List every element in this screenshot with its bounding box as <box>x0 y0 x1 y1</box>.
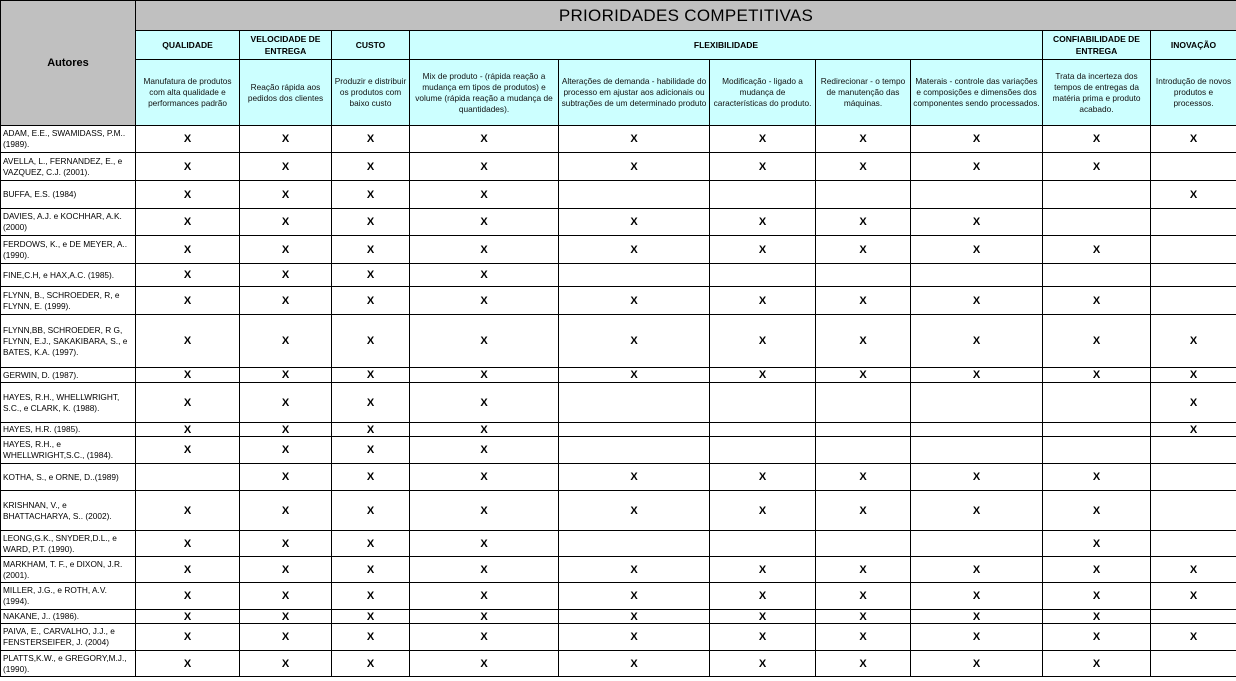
author-cell: BUFFA, E.S. (1984) <box>1 181 136 209</box>
group-header: INOVAÇÃO <box>1151 31 1236 60</box>
author-cell: PLATTS,K.W., e GREGORY,M.J., (1990). <box>1 651 136 677</box>
mark-cell: X <box>240 315 332 368</box>
mark-cell <box>911 181 1043 209</box>
mark-cell <box>1151 209 1236 236</box>
mark-cell: X <box>559 287 710 315</box>
mark-cell: X <box>240 557 332 583</box>
mark-cell: X <box>1151 383 1236 423</box>
mark-cell <box>1151 437 1236 464</box>
mark-cell: X <box>240 624 332 651</box>
author-cell: GERWIN, D. (1987). <box>1 368 136 383</box>
table-title: PRIORIDADES COMPETITIVAS <box>136 1 1236 31</box>
mark-cell: X <box>410 368 559 383</box>
mark-cell: X <box>332 287 410 315</box>
mark-cell: X <box>410 583 559 610</box>
mark-cell <box>1151 153 1236 181</box>
mark-cell: X <box>816 464 911 491</box>
mark-cell: X <box>559 126 710 153</box>
mark-cell: X <box>332 209 410 236</box>
mark-cell: X <box>410 651 559 677</box>
mark-cell: X <box>410 531 559 557</box>
table-row <box>1 264 1236 287</box>
table-row <box>1 383 1236 423</box>
mark-cell: X <box>332 557 410 583</box>
mark-cell: X <box>559 209 710 236</box>
mark-cell: X <box>911 236 1043 264</box>
mark-cell <box>911 264 1043 287</box>
criterion-description: Materais - controle das variações e composições e dimensões dos componentes sendo processados. <box>911 60 1043 126</box>
mark-cell <box>1151 491 1236 531</box>
mark-cell <box>559 437 710 464</box>
mark-cell <box>559 264 710 287</box>
mark-cell: X <box>240 264 332 287</box>
mark-cell: X <box>136 209 240 236</box>
author-cell: LEONG,G.K., SNYDER,D.L., e WARD, P.T. (1990). <box>1 531 136 557</box>
mark-cell: X <box>1151 368 1236 383</box>
mark-cell: X <box>240 464 332 491</box>
mark-cell: X <box>136 153 240 181</box>
criterion-description: Manufatura de produtos com alta qualidade e performances padrão <box>136 60 240 126</box>
table-row <box>1 651 1236 677</box>
mark-cell: X <box>240 236 332 264</box>
table-row <box>1 610 1236 624</box>
mark-cell: X <box>816 624 911 651</box>
criterion-description: Redirecionar - o tempo de manutenção das máquinas. <box>816 60 911 126</box>
author-cell: FLYNN, B., SCHROEDER, R, e FLYNN, E. (1999). <box>1 287 136 315</box>
mark-cell: X <box>332 423 410 437</box>
mark-cell: X <box>710 209 816 236</box>
mark-cell <box>710 437 816 464</box>
mark-cell <box>1043 383 1151 423</box>
mark-cell: X <box>410 423 559 437</box>
mark-cell: X <box>1043 531 1151 557</box>
mark-cell: X <box>559 236 710 264</box>
mark-cell: X <box>559 624 710 651</box>
mark-cell: X <box>1043 491 1151 531</box>
mark-cell: X <box>911 126 1043 153</box>
criterion-description: Trata da incerteza dos tempos de entregas da matéria prima e produto acabado. <box>1043 60 1151 126</box>
mark-cell: X <box>240 491 332 531</box>
criterion-description: Alterações de demanda - habilidade do processo em ajustar aos adicionais ou subtrações de um determinado produto <box>559 60 710 126</box>
mark-cell: X <box>816 651 911 677</box>
criterion-description: Reação rápida aos pedidos dos clientes <box>240 60 332 126</box>
author-cell: DAVIES, A.J. e KOCHHAR, A.K. (2000) <box>1 209 136 236</box>
mark-cell <box>911 531 1043 557</box>
mark-cell: X <box>1043 126 1151 153</box>
mark-cell <box>1043 437 1151 464</box>
mark-cell: X <box>559 491 710 531</box>
table-row <box>1 209 1236 236</box>
mark-cell: X <box>410 315 559 368</box>
mark-cell: X <box>136 531 240 557</box>
mark-cell: X <box>410 236 559 264</box>
author-cell: NAKANE, J.. (1986). <box>1 610 136 624</box>
mark-cell <box>1151 236 1236 264</box>
mark-cell: X <box>816 126 911 153</box>
author-cell: FINE,C.H, e HAX,A.C. (1985). <box>1 264 136 287</box>
mark-cell: X <box>136 287 240 315</box>
mark-cell: X <box>1043 287 1151 315</box>
mark-cell: X <box>332 383 410 423</box>
mark-cell: X <box>136 423 240 437</box>
table-row <box>1 464 1236 491</box>
author-cell: AVELLA, L., FERNANDEZ, E., e VAZQUEZ, C.J. (2001). <box>1 153 136 181</box>
mark-cell: X <box>559 610 710 624</box>
mark-cell: X <box>410 181 559 209</box>
mark-cell <box>1151 464 1236 491</box>
mark-cell: X <box>816 583 911 610</box>
mark-cell: X <box>816 236 911 264</box>
mark-cell: X <box>136 383 240 423</box>
mark-cell: X <box>240 181 332 209</box>
group-header: CUSTO <box>332 31 410 60</box>
mark-cell: X <box>1043 624 1151 651</box>
mark-cell: X <box>816 557 911 583</box>
mark-cell <box>1043 264 1151 287</box>
mark-cell <box>559 531 710 557</box>
mark-cell: X <box>136 624 240 651</box>
mark-cell: X <box>410 264 559 287</box>
mark-cell <box>816 437 911 464</box>
mark-cell: X <box>1043 315 1151 368</box>
mark-cell: X <box>710 557 816 583</box>
mark-cell: X <box>710 624 816 651</box>
table-row <box>1 236 1236 264</box>
table-row <box>1 531 1236 557</box>
mark-cell: X <box>1043 236 1151 264</box>
mark-cell: X <box>911 287 1043 315</box>
mark-cell: X <box>816 153 911 181</box>
mark-cell <box>816 181 911 209</box>
mark-cell: X <box>816 610 911 624</box>
mark-cell: X <box>911 491 1043 531</box>
mark-cell <box>559 423 710 437</box>
mark-cell: X <box>332 181 410 209</box>
mark-cell: X <box>816 287 911 315</box>
mark-cell <box>710 531 816 557</box>
mark-cell <box>1043 181 1151 209</box>
mark-cell: X <box>332 368 410 383</box>
mark-cell: X <box>559 315 710 368</box>
criterion-description: Introdução de novos produtos e processos. <box>1151 60 1236 126</box>
mark-cell: X <box>332 153 410 181</box>
mark-cell: X <box>410 437 559 464</box>
author-cell: FERDOWS, K., e DE MEYER, A..(1990). <box>1 236 136 264</box>
author-cell: KRISHNAN, V., e BHATTACHARYA, S.. (2002). <box>1 491 136 531</box>
mark-cell: X <box>332 126 410 153</box>
author-cell: MILLER, J.G., e ROTH, A.V. (1994). <box>1 583 136 610</box>
mark-cell: X <box>136 583 240 610</box>
mark-cell: X <box>136 491 240 531</box>
mark-cell: X <box>911 464 1043 491</box>
mark-cell: X <box>559 464 710 491</box>
mark-cell: X <box>410 610 559 624</box>
table-row <box>1 126 1236 153</box>
table-row <box>1 583 1236 610</box>
mark-cell: X <box>1043 583 1151 610</box>
mark-cell: X <box>816 368 911 383</box>
mark-cell: X <box>240 153 332 181</box>
mark-cell: X <box>240 423 332 437</box>
author-cell: ADAM, E.E., SWAMIDASS, P.M.. (1989). <box>1 126 136 153</box>
mark-cell: X <box>240 610 332 624</box>
mark-cell: X <box>710 368 816 383</box>
mark-cell: X <box>710 651 816 677</box>
mark-cell: X <box>710 126 816 153</box>
mark-cell: X <box>559 153 710 181</box>
mark-cell: X <box>410 209 559 236</box>
mark-cell: X <box>1043 368 1151 383</box>
mark-cell: X <box>240 583 332 610</box>
author-cell: KOTHA, S., e ORNE, D..(1989) <box>1 464 136 491</box>
mark-cell: X <box>1043 153 1151 181</box>
mark-cell: X <box>559 557 710 583</box>
mark-cell: X <box>911 583 1043 610</box>
mark-cell: X <box>332 531 410 557</box>
mark-cell: X <box>240 209 332 236</box>
table-row <box>1 181 1236 209</box>
mark-cell: X <box>410 153 559 181</box>
mark-cell: X <box>1151 583 1236 610</box>
mark-cell <box>1151 531 1236 557</box>
mark-cell: X <box>410 287 559 315</box>
mark-cell: X <box>240 531 332 557</box>
mark-cell <box>710 181 816 209</box>
mark-cell: X <box>410 491 559 531</box>
author-cell: FLYNN,BB, SCHROEDER, R G, FLYNN, E.J., SAKAKIBARA, S., e BATES, K.A. (1997). <box>1 315 136 368</box>
mark-cell: X <box>911 315 1043 368</box>
mark-cell: X <box>559 651 710 677</box>
mark-cell <box>816 423 911 437</box>
mark-cell: X <box>136 437 240 464</box>
mark-cell: X <box>136 368 240 383</box>
mark-cell <box>911 383 1043 423</box>
mark-cell: X <box>136 315 240 368</box>
mark-cell <box>559 181 710 209</box>
table-row <box>1 287 1236 315</box>
mark-cell <box>1151 610 1236 624</box>
mark-cell <box>816 531 911 557</box>
mark-cell: X <box>1151 181 1236 209</box>
mark-cell: X <box>911 153 1043 181</box>
mark-cell <box>911 437 1043 464</box>
mark-cell: X <box>410 464 559 491</box>
mark-cell: X <box>1151 423 1236 437</box>
group-header: CONFIABILIDADE DE ENTREGA <box>1043 31 1151 60</box>
mark-cell: X <box>911 209 1043 236</box>
mark-cell: X <box>136 610 240 624</box>
mark-cell: X <box>911 368 1043 383</box>
mark-cell: X <box>1151 315 1236 368</box>
mark-cell: X <box>816 491 911 531</box>
table-row <box>1 315 1236 368</box>
mark-cell: X <box>1151 557 1236 583</box>
mark-cell <box>816 264 911 287</box>
mark-cell: X <box>911 610 1043 624</box>
mark-cell: X <box>410 126 559 153</box>
autores-header: Autores <box>1 1 136 126</box>
mark-cell <box>1151 651 1236 677</box>
mark-cell: X <box>136 126 240 153</box>
mark-cell: X <box>559 583 710 610</box>
table-row <box>1 437 1236 464</box>
mark-cell: X <box>816 315 911 368</box>
mark-cell: X <box>710 236 816 264</box>
mark-cell: X <box>1151 624 1236 651</box>
criterion-description: Modificação - ligado a mudança de características do produto. <box>710 60 816 126</box>
mark-cell: X <box>240 437 332 464</box>
table-row <box>1 423 1236 437</box>
mark-cell: X <box>136 557 240 583</box>
mark-cell: X <box>710 153 816 181</box>
mark-cell: X <box>911 624 1043 651</box>
mark-cell <box>1043 423 1151 437</box>
mark-cell: X <box>559 368 710 383</box>
mark-cell: X <box>332 610 410 624</box>
mark-cell: X <box>332 624 410 651</box>
author-cell: MARKHAM, T. F., e DIXON, J.R. (2001). <box>1 557 136 583</box>
mark-cell: X <box>710 583 816 610</box>
mark-cell: X <box>710 491 816 531</box>
mark-cell: X <box>332 264 410 287</box>
mark-cell <box>1151 287 1236 315</box>
mark-cell: X <box>410 383 559 423</box>
mark-cell: X <box>710 464 816 491</box>
mark-cell <box>710 423 816 437</box>
mark-cell: X <box>710 315 816 368</box>
mark-cell <box>1043 209 1151 236</box>
mark-cell: X <box>240 287 332 315</box>
mark-cell: X <box>1043 557 1151 583</box>
mark-cell <box>911 423 1043 437</box>
table-row <box>1 491 1236 531</box>
mark-cell: X <box>1043 464 1151 491</box>
table-row <box>1 153 1236 181</box>
mark-cell: X <box>240 368 332 383</box>
mark-cell: X <box>332 491 410 531</box>
mark-cell: X <box>332 437 410 464</box>
mark-cell: X <box>332 464 410 491</box>
mark-cell: X <box>332 315 410 368</box>
mark-cell <box>816 383 911 423</box>
mark-cell: X <box>136 181 240 209</box>
mark-cell: X <box>332 583 410 610</box>
mark-cell: X <box>911 557 1043 583</box>
group-header: VELOCIDADE DE ENTREGA <box>240 31 332 60</box>
table-row <box>1 368 1236 383</box>
mark-cell: X <box>136 236 240 264</box>
mark-cell: X <box>816 209 911 236</box>
mark-cell: X <box>1043 651 1151 677</box>
mark-cell <box>1151 264 1236 287</box>
mark-cell <box>559 383 710 423</box>
mark-cell <box>710 383 816 423</box>
group-header: QUALIDADE <box>136 31 240 60</box>
group-header: FLEXIBILIDADE <box>410 31 1043 60</box>
mark-cell: X <box>332 236 410 264</box>
mark-cell: X <box>136 264 240 287</box>
author-cell: HAYES, R.H., WHELLWRIGHT, S.C., e CLARK, K. (1988). <box>1 383 136 423</box>
mark-cell: X <box>1151 126 1236 153</box>
mark-cell: X <box>240 126 332 153</box>
table-row <box>1 624 1236 651</box>
mark-cell: X <box>1043 610 1151 624</box>
mark-cell: X <box>136 651 240 677</box>
mark-cell: X <box>710 610 816 624</box>
mark-cell: X <box>911 651 1043 677</box>
mark-cell: X <box>410 557 559 583</box>
table-row <box>1 557 1236 583</box>
mark-cell: X <box>332 651 410 677</box>
mark-cell <box>710 264 816 287</box>
mark-cell: X <box>710 287 816 315</box>
author-cell: HAYES, R.H., e WHELLWRIGHT,S.C., (1984). <box>1 437 136 464</box>
mark-cell: X <box>240 651 332 677</box>
criterion-description: Mix de produto - (rápida reação a mudança em tipos de produtos) e volume (rápida reação a mudança de quantidades). <box>410 60 559 126</box>
author-cell: HAYES, H.R. (1985). <box>1 423 136 437</box>
mark-cell: X <box>240 383 332 423</box>
mark-cell <box>136 464 240 491</box>
criterion-description: Produzir e distribuir os produtos com baixo custo <box>332 60 410 126</box>
mark-cell: X <box>410 624 559 651</box>
author-cell: PAIVA, E., CARVALHO, J.J., e FENSTERSEIFER, J. (2004) <box>1 624 136 651</box>
